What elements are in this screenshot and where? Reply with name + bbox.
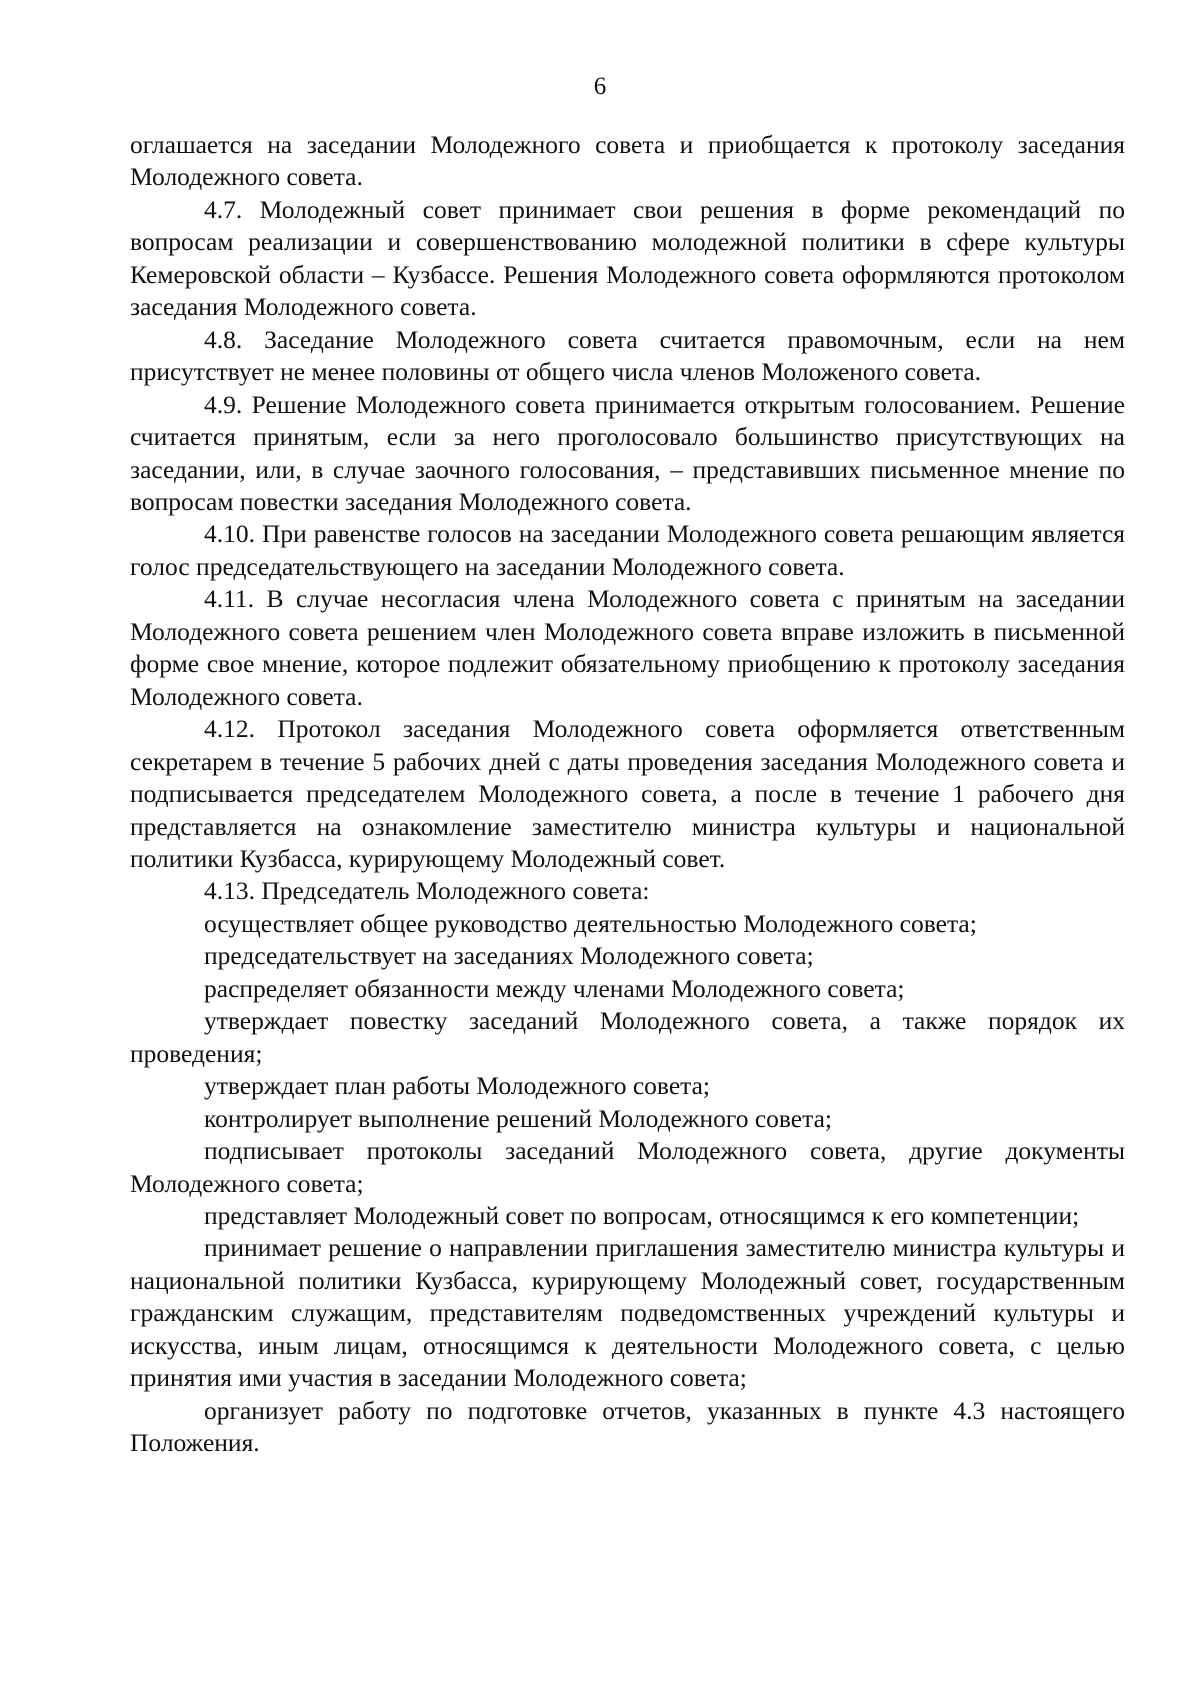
list-item-controls-decisions: контролирует выполнение решений Молодежного совета; bbox=[204, 1103, 832, 1133]
paragraph-4-11: 4.11. В случае несогласия члена Молодежного совета с принятым на заседании Молодежного совета решением член Молодежного совета вправе изложить в письменной форме свое мнение, которое подлежит обязательному приобщению к протоколу заседания Молодежного совета. bbox=[130, 584, 1125, 711]
paragraph-4-10: 4.10. При равенстве голосов на заседании Молодежного совета решающим является голос председательствующего на заседании Молодежного совета. bbox=[130, 519, 1125, 581]
list-item-distributes-duties: распределяет обязанности между членами Молодежного совета; bbox=[204, 973, 905, 1003]
list-item-approves-plan: утверждает план работы Молодежного совета; bbox=[204, 1071, 711, 1101]
list-item-organizes-reports: организует работу по подготовке отчетов, указанных в пункте 4.3 настоящего Положения. bbox=[130, 1395, 1125, 1458]
paragraph-4-9: 4.9. Решение Молодежного совета принимается открытым голосованием. Решение считается принятым, если за него проголосовало большинство присутствующих на заседании, или, в случае заочного голосования, – представивших письменное мнение по вопросам повестки заседания Молодежного совета. bbox=[130, 389, 1125, 516]
list-item-presides: председательствует на заседаниях Молодежного совета; bbox=[204, 941, 814, 971]
list-item-signs-protocols: подписывает протоколы заседаний Молодежного совета, другие документы Молодежного совета; bbox=[130, 1136, 1125, 1198]
paragraph-4-7: 4.7. Молодежный совет принимает свои решения в форме рекомендаций по вопросам реализации и совершенствованию молодежной политики в сфере культуры Кемеровской области – Кузбассе. Решения Молодежного совета оформляются протоколом заседания Молодежного совета. bbox=[130, 194, 1125, 322]
list-item-general-management: осуществляет общее руководство деятельностью Молодежного совета; bbox=[204, 908, 977, 938]
paragraph-4-12: 4.12. Протокол заседания Молодежного совета оформляется ответственным секретарем в течение 5 рабочих дней с даты проведения заседания Молодежного совета и подписывается председателем Молодежного совета, а после в течение 1 рабочего дня представляется на ознакомление заместителю министра культуры и национальной политики Кузбасса, курирующему Молодежный совет. bbox=[130, 714, 1125, 873]
document-body bbox=[130, 129, 1125, 1460]
list-item-represents-council: представляет Молодежный совет по вопросам, относящимся к его компетенции; bbox=[204, 1200, 1080, 1230]
list-item-invitations: принимает решение о направлении приглашения заместителю министра культуры и национальной политики Кузбасса, курирующему Молодежный совет, государственным гражданским служащим, представителям подведомственных учреждений культуры и искусства, иным лицам, относящимся к деятельности Молодежного совета, с целью принятия ими участия в заседании Молодежного совета; bbox=[130, 1233, 1125, 1393]
paragraph-continuation: оглашается на заседании Молодежного совета и приобщается к протоколу заседания Молодежного совета. bbox=[130, 130, 1125, 192]
list-item-approves-agenda: утверждает повестку заседаний Молодежного совета, а также порядок их проведения; bbox=[130, 1006, 1125, 1068]
page-number: 6 bbox=[593, 73, 607, 100]
paragraph-4-13: 4.13. Председатель Молодежного совета: bbox=[204, 876, 650, 906]
paragraph-4-8: 4.8. Заседание Молодежного совета считается правомочным, если на нем присутствует не менее половины от общего числа членов Моложеного совета. bbox=[130, 324, 1125, 387]
